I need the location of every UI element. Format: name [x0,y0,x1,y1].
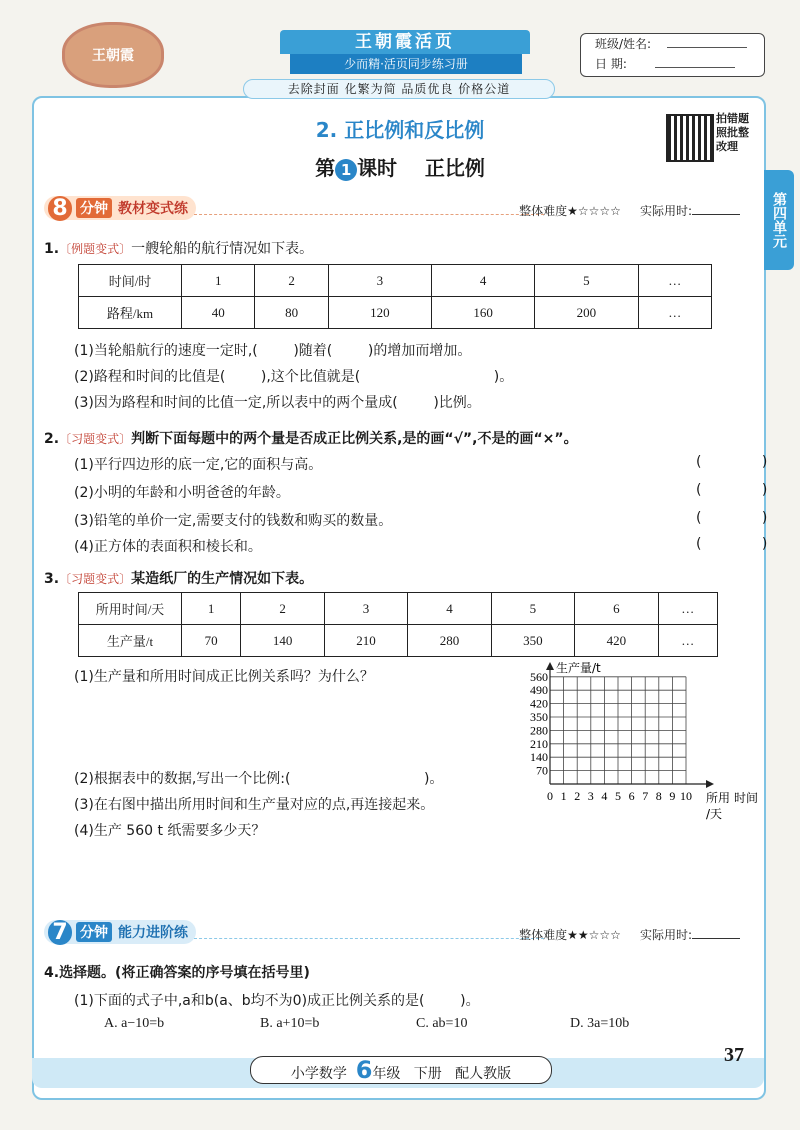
answer-paren[interactable]: ( ) [696,454,796,470]
y-axis-label: 生产量/t [556,662,601,675]
question-text: 某造纸厂的生产情况如下表。 [131,571,314,587]
question-tag: 〔习题变式〕 [59,432,132,446]
q3-table [78,592,718,657]
q4-sub-1: (1)下面的式子中,a和b(a、b均不为0)成正比例关系的是( )。 [74,993,480,1009]
q2-item: (2)小明的年龄和小明爸爸的年龄。 [74,485,290,501]
table-row [79,265,712,297]
answer-paren[interactable]: ( ) [696,536,796,552]
table-cell: 80 [255,297,328,329]
table-cell: 2 [241,593,324,625]
table-cell: … [638,265,711,297]
table-cell: 路程/km [79,297,182,329]
table-row [79,593,718,625]
name-field[interactable] [667,35,747,48]
x-axis-arrow [706,780,714,788]
table-cell: 1 [182,265,255,297]
lesson-suffix: 课时 [357,156,398,180]
table-cell: 120 [328,297,431,329]
section-minutes: 7 [48,920,72,945]
table-cell: 420 [575,625,658,657]
x-tick-label: 0 [547,789,553,803]
table-cell: 70 [182,625,241,657]
table-cell: 1 [182,593,241,625]
q3-sub-4: (4)生产 560 t 纸需要多少天？ [74,823,266,839]
q1-table [78,264,712,329]
x-tick-label: 4 [601,789,608,803]
table-cell: 350 [491,625,574,657]
time-used-label: 实际用时: [639,204,692,218]
q1-sub-2: (2)路程和时间的比值是( ),这个比值就是( )。 [74,369,514,385]
question-2 [44,428,578,448]
brand-slogan: 去除封面 化繁为简 品质优良 价格公道 [243,79,555,99]
y-axis-arrow [546,662,554,670]
y-tick-label: 490 [530,683,548,698]
table-cell: … [658,593,717,625]
section-minute-label: 分钟 [76,198,112,218]
footer-volume: 下册 [413,1066,442,1082]
difficulty-rating: 整体难度★☆☆☆☆ [519,204,621,218]
x-tick-label: 7 [642,789,649,803]
section-name: 教材变式练 [118,201,188,217]
q3-sub-2: (2)根据表中的数据,写出一个比例:( )。 [74,771,444,787]
question-tag: 〔习题变式〕 [59,572,132,586]
time-used-field[interactable] [692,938,740,939]
y-tick-label: 280 [530,723,548,738]
y-tick-label: 350 [530,710,548,724]
x-tick-label: 6 [628,789,635,803]
footer-subject: 小学数学 [290,1066,347,1082]
table-cell: 5 [491,593,574,625]
q2-item: (3)铅笔的单价一定,需要支付的钱数和购买的数量。 [74,513,393,529]
time-used-field[interactable] [692,214,740,215]
question-3 [44,568,313,588]
table-row [79,297,712,329]
q3-sub-3: (3)在右图中描出所用时间和生产量对应的点,再连接起来。 [74,797,435,813]
difficulty-rating: 整体难度★★☆☆☆ [519,928,621,942]
unit-side-tab: 第四单元 [764,170,794,270]
table-cell: 200 [535,297,638,329]
brand-logo [62,22,164,88]
table-cell: 生产量/t [79,625,182,657]
option-b[interactable]: B. a+10=b [260,1016,320,1031]
page-number: 37 [724,1044,744,1066]
x-axis-label-2: 时间 [734,791,759,805]
y-tick-label: 420 [530,696,548,711]
section-header-2 [44,920,744,946]
lesson-number: 1 [335,159,357,181]
footer-edition: 配人教版 [455,1066,512,1082]
x-tick-label: 10 [680,789,692,803]
table-cell: … [658,625,717,657]
x-tick-label: 8 [655,789,662,803]
table-cell: 3 [328,265,431,297]
table-cell: 5 [535,265,638,297]
x-tick-label: 3 [587,789,594,803]
qr-caption: 拍错题照批整改理 [716,112,749,153]
q1-sub-3: (3)因为路程和时间的比值一定,所以表中的两个量成( )比例。 [74,395,481,411]
y-tick-label: 560 [530,669,548,684]
qr-code-icon[interactable] [666,114,714,162]
question-text: 选择题。(将正确答案的序号填在括号里) [59,965,310,981]
option-a[interactable]: A. a−10=b [104,1016,165,1031]
q1-sub-1: (1)当轮船航行的速度一定时,( )随着( )的增加而增加。 [74,343,472,359]
time-used-label: 实际用时: [639,928,692,942]
table-cell: 280 [408,625,491,657]
chapter-title: 2. 正比例和反比例 [315,118,485,142]
footer-grade-number: 6 [355,1056,373,1084]
answer-paren[interactable]: ( ) [696,482,796,498]
q3-sub-1: (1)生产量和所用时间成正比例关系吗？为什么？ [74,669,374,685]
grid-lines [550,677,686,784]
table-cell: 6 [575,593,658,625]
table-cell: 3 [324,593,407,625]
question-number: 2. [44,431,60,447]
section-badge [44,920,196,944]
footer-grade: 年级 [372,1066,401,1082]
section-header-1 [44,196,744,222]
table-cell: 210 [324,625,407,657]
section-minutes: 8 [48,196,72,221]
q2-item: (1)平行四边形的底一定,它的面积与高。 [74,457,323,473]
table-cell: … [638,297,711,329]
table-cell: 4 [408,593,491,625]
table-cell: 160 [432,297,535,329]
y-tick-label: 70 [536,763,548,778]
grid-labels [530,670,692,803]
section-divider [194,938,544,939]
name-label: 班级/姓名: [595,37,652,51]
q2-item: (4)正方体的表面积和棱长和。 [74,539,262,555]
table-cell: 时间/时 [79,265,182,297]
section-badge [44,196,196,220]
x-tick-label: 9 [669,789,676,803]
table-row [79,625,718,657]
y-tick-label: 210 [530,736,548,751]
lesson-name: 正比例 [424,156,485,180]
table-cell: 40 [182,297,255,329]
question-number: 4. [44,965,60,981]
x-axis-label-3: /天 [706,807,723,821]
section-name: 能力进阶练 [118,925,188,941]
footer-label [250,1056,552,1084]
table-cell: 2 [255,265,328,297]
x-tick-label: 2 [574,789,581,803]
question-tag: 〔例题变式〕 [59,242,132,256]
y-tick-label: 140 [530,750,548,765]
date-label: 日 期: [595,57,627,71]
table-cell: 所用时间/天 [79,593,182,625]
section-meta [519,926,740,943]
logo-text: 王朝霞 [92,48,134,64]
name-date-box [580,33,765,77]
answer-paren[interactable]: ( ) [696,510,796,526]
option-c[interactable]: C. ab=10 [416,1016,468,1031]
question-text: 判断下面每题中的两个量是否成正比例关系,是的画“√”,不是的画“×”。 [131,431,578,447]
x-axis-label-1: 所用 [706,791,731,805]
section-minute-label: 分钟 [76,922,112,942]
question-text: 一艘轮船的航行情况如下表。 [131,241,314,257]
brand-subtitle: 少而精·活页同步练习册 [290,54,522,74]
table-cell: 140 [241,625,324,657]
date-field[interactable] [655,55,735,68]
question-number: 1. [44,241,60,257]
question-4 [44,962,310,982]
question-number: 3. [44,571,60,587]
option-d[interactable]: D. 3a=10b [570,1016,630,1031]
section-divider [194,214,544,215]
table-cell: 4 [432,265,535,297]
x-tick-label: 1 [560,789,567,803]
x-tick-label: 5 [615,789,621,803]
lesson-prefix: 第 [315,156,336,180]
question-1 [44,238,313,258]
section-meta [519,202,740,219]
q3-grid-chart[interactable] [520,662,760,832]
brand-title: 王朝霞活页 [280,30,530,54]
